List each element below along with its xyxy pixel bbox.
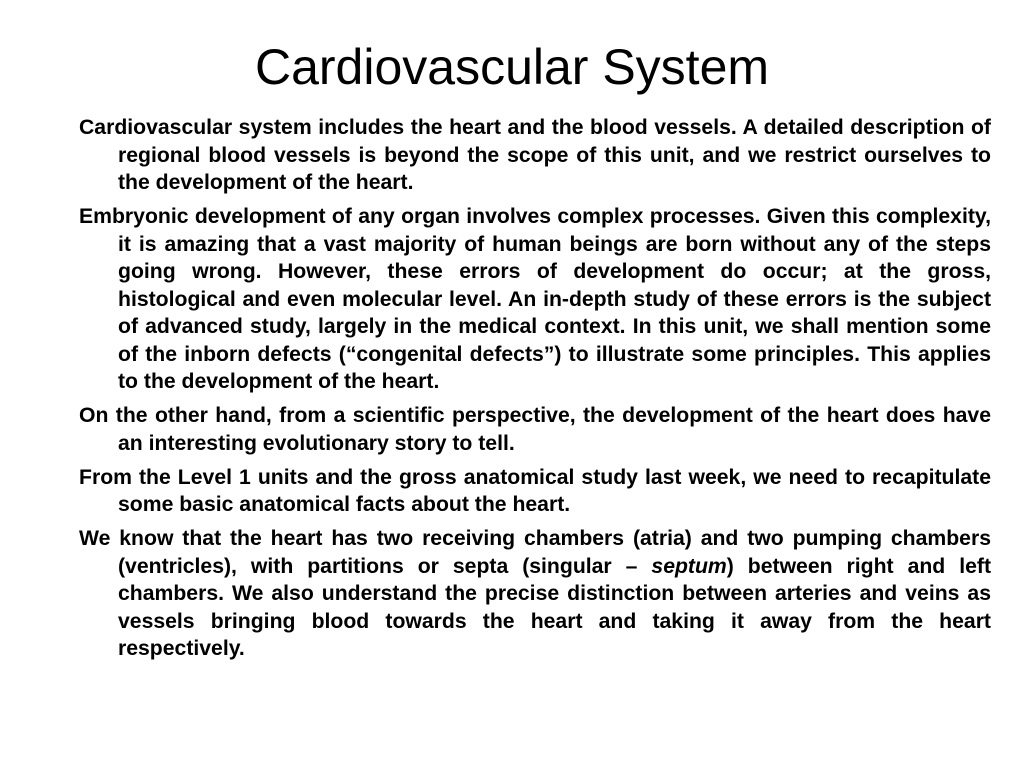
heart-chambers-text-after: ) between right and left chambers. We also understand the precise distinction between arteries and veins as vessels bringing blood towards the heart and taking it away from the heart respectively. [118, 554, 991, 660]
paragraph-embryonic-development: Embryonic development of any organ involves complex processes. Given this complexity, it is amazing that a vast majority of human beings are born without any of the steps going wrong. However, these errors of development do occur; at the gross, histological and even molecular level. An in-depth study of these errors is the subject of advanced study, largely in the medical context. In this unit, we shall mention some of the inborn defects (“congenital defects”) to illustrate some principles. This applies to the development of the heart. [79, 205, 991, 393]
slide-title: Cardiovascular System [254, 39, 770, 95]
septum-term: septum [651, 554, 727, 578]
heart-chambers-text-before: We know that the heart has two receiving chambers (atria) and two pumping chambers (ventricles), with partitions or septa (singular – [79, 527, 991, 578]
paragraph-heart-chambers [79, 525, 991, 663]
paragraph-scientific-perspective: On the other hand, from a scientific perspective, the development of the heart does have an interesting evolutionary story to tell. [79, 404, 991, 455]
paragraph-cardiovascular-intro: Cardiovascular system includes the heart and the blood vessels. A detailed description of regional blood vessels is beyond the scope of this unit, and we restrict ourselves to the development of the heart. [79, 116, 991, 194]
slide-body [79, 114, 991, 669]
paragraph-level-1-recap: From the Level 1 units and the gross anatomical study last week, we need to recapitulate some basic anatomical facts about the heart. [79, 465, 991, 516]
